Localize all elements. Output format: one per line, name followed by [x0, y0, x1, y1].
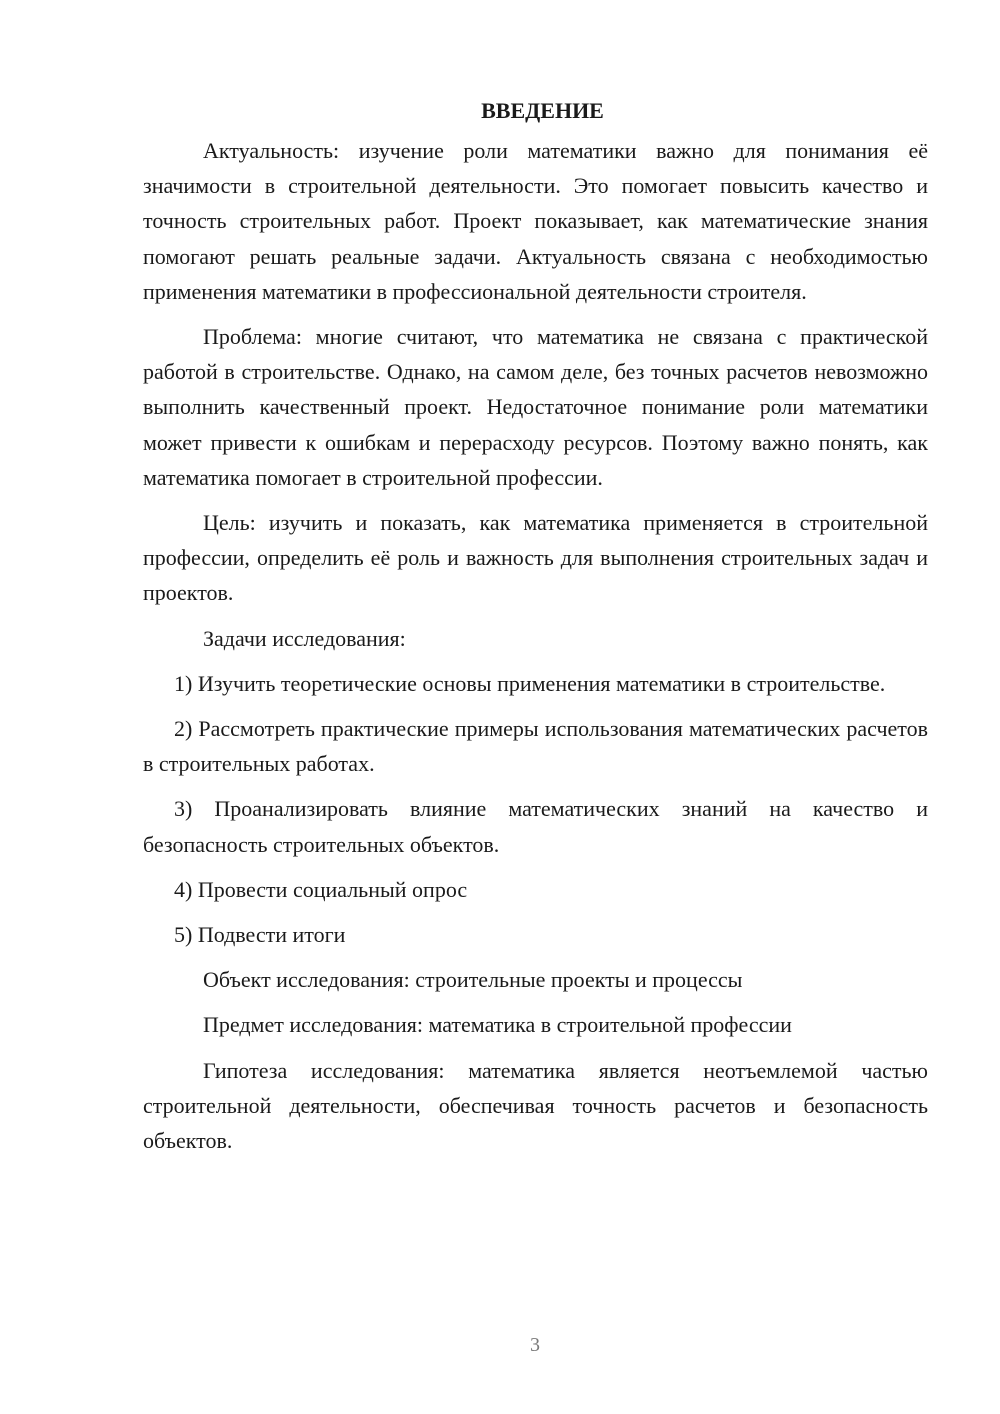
task-item-4: 4) Провести социальный опрос	[174, 876, 468, 902]
page-number: 3	[530, 1334, 540, 1356]
document-page	[143, 95, 928, 1158]
goal-paragraph: Цель: изучить и показать, как математика применяется в строительной профессии, определить её роль и важность для выполнения строительных задач и проектов.	[143, 510, 928, 606]
tasks-heading: Задачи исследования:	[203, 625, 406, 651]
task-item-1: 1) Изучить теоретические основы применения математики в строительстве.	[174, 670, 886, 696]
task-item-2: 2) Рассмотреть практические примеры использования математических расчетов в строительных работах.	[143, 716, 928, 777]
research-hypothesis: Гипотеза исследования: математика является неотъемлемой частью строительной деятельности, обеспечивая точность расчетов и безопасность объектов.	[143, 1057, 928, 1154]
relevance-paragraph: Актуальность: изучение роли математики важно для понимания её значимости в строительной деятельности. Это помогает повысить качество и точность строительных работ. Проект показывает, как математические знания помогают решать реальные задачи. Актуальность связана с необходимостью применения математики в профессиональной деятельности строителя.	[143, 138, 928, 304]
section-title: ВВЕДЕНИЕ	[481, 98, 604, 123]
problem-paragraph: Проблема: многие считают, что математика не связана с практической работой в строительстве. Однако, на самом деле, без точных расчетов невозможно выполнить качественный проект. Недостаточное понимание роли математики может привести к ошибкам и перерасходу ресурсов. Поэтому важно понять, как математика помогает в строительной профессии.	[143, 324, 928, 490]
research-object: Объект исследования: строительные проекты и процессы	[203, 967, 743, 993]
task-item-5: 5) Подвести итоги	[174, 922, 346, 948]
task-item-3: 3) Проанализировать влияние математических знаний на качество и безопасность строительных объектов.	[143, 796, 928, 857]
research-subject: Предмет исследования: математика в строительной профессии	[203, 1012, 792, 1038]
